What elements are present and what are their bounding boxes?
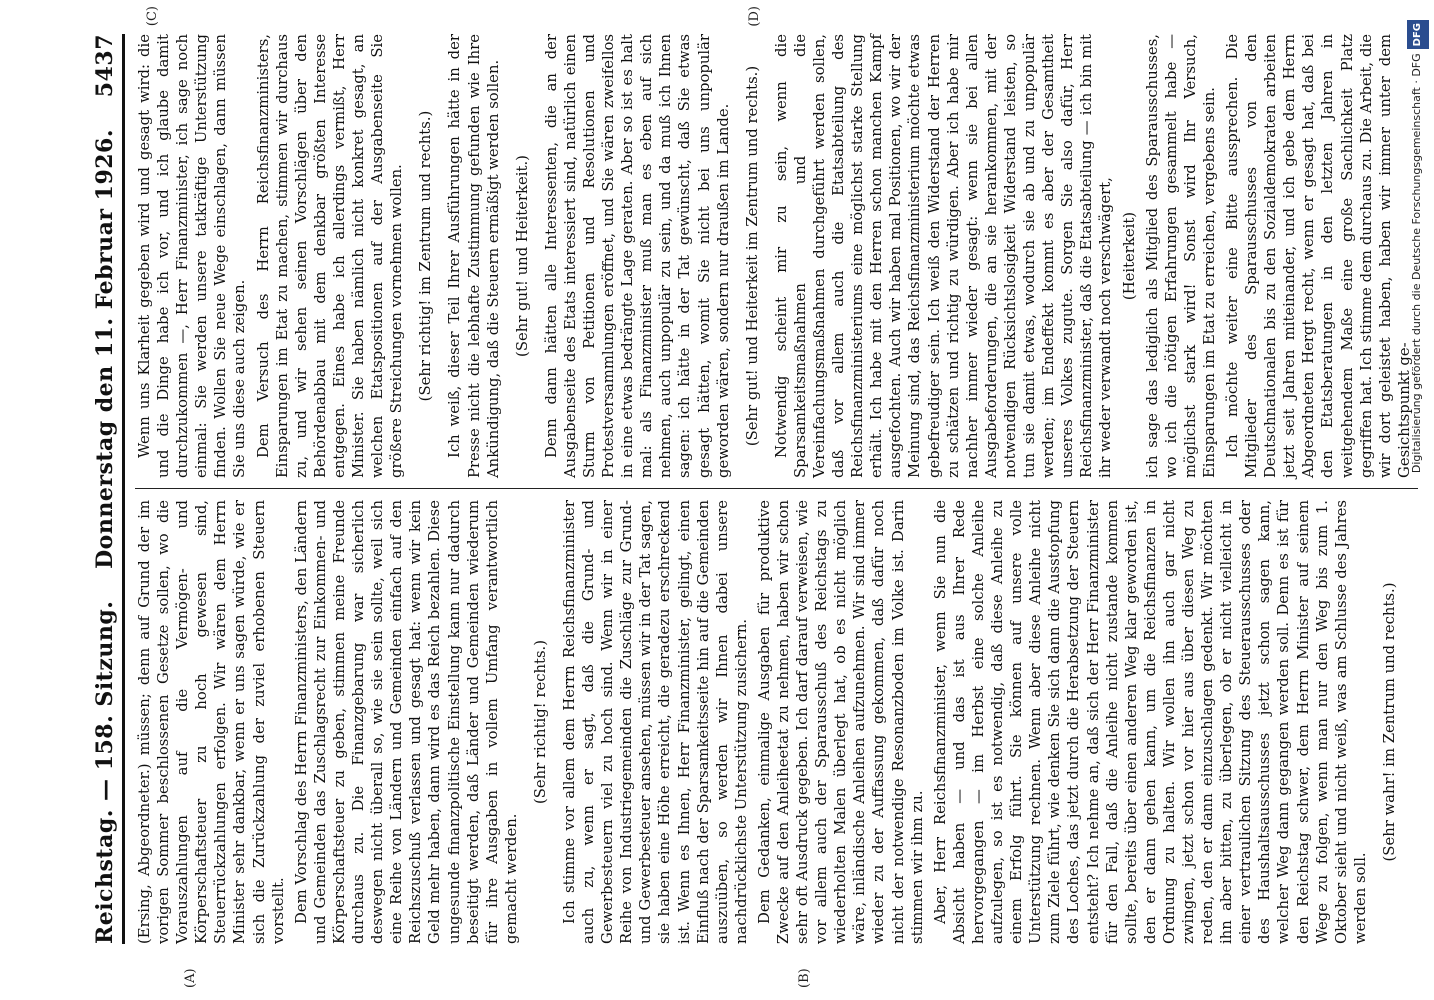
paragraph: ich sage das lediglich als Mitglied des Sparausschusses, wo ich die nötigen Erfahrungen gesammelt habe — möglichst stark wird! Sonst wird Ihr Versuch, Einsparungen im Etat zu erreichen, vergebens sein. — [1143, 34, 1218, 478]
left-column — [135, 500, 1418, 944]
paragraph: Dem Gedanken, einmalige Ausgaben für produktive Zwecke auf den Anleiheetat zu nehmen, haben wir schon sehr oft Ausdruck gegeben. Ich darf darauf verweisen, wie vor allem auch der Sparausschuß des Reichstags zu wiederholten Malen überlegt hat, ob es nicht möglich wäre, inländische Anleihen aufzunehmen. Wir sind immer wieder zu der Auffassung gekommen, daß dafür noch nicht der notwendige Resonanzboden im Volke ist. Darin stimmen wir ihm zu. — [755, 500, 926, 944]
margin-mark-b: (B) — [797, 968, 812, 988]
interjection: (Heiterkeit) — [1120, 211, 1138, 301]
interjection: (Sehr gut! und Heiterkeit im Zentrum und rechts.) — [743, 65, 761, 447]
margin-mark-a: (A) — [183, 968, 198, 988]
paragraph: Ich weiß, dieser Teil Ihrer Ausführungen hätte in der Presse nicht die lebhafte Zustimmung gefunden wie Ihre Ankündigung, daß die Steuern ermäßigt werden sollen. — [446, 34, 502, 478]
paragraph: Notwendig scheint mir zu sein, wenn die Sparsamkeitsmaßnahmen und die Vereinfachungsmaßnahmen durchgeführt werden sollen, daß vor allem auch die Etatsabteilung des Reichsfinanzministeriums eine möglichst starke Stellung erhält. Ich habe mit den Herren schon manchen Kampf ausgefochten. Auch wir haben mal Positionen, wo wir der Meinung sind, das Reichsfinanzministerium möchte etwas gebefreudiger sein. Ich weiß den Widerstand der Herren zu schätzen und richtig zu würdigen. Aber ich habe mir nachher immer wieder gesagt: wenn sie bei allen Ausgabeforderungen, die an sie herankommen, mit der notwendigen Rücksichtslosigkeit Widerstand leisten, so tun sie damit etwas, wodurch sie ab und zu unpopulär werden; im Endeffekt kommt es aber der Gesamtheit unseres Volkes zugute. Sorgen Sie also dafür, Herr Reichsfinanzminister, daß die Etatsabteilung — ich bin mit ihr weder verwandt noch verschwägert, — [772, 34, 1115, 478]
header-title: Reichstag. — 158. Sitzung. — [92, 600, 118, 944]
interjection: (Sehr gut! und Heiterkeit.) — [513, 155, 531, 357]
paragraph: Denn dann hätten alle Interessenten, die an der Ausgabenseite des Etats interessiert sind, natürlich einen Sturm von Petitionen und Resolutionen und Protestversammlungen eröffnet, und Sie wären zweifellos in eine etwas bedrängte Lage geraten. Aber so ist es halt mal: als Finanzminister muß man es eben auf sich nehmen, auch unpopulär zu sein, und da muß ich Ihnen sagen: ich hätte in der Tat gewünscht, daß Sie etwas gesagt hätten, womit Sie nicht bei uns unpopulär geworden wären, sondern nur draußen im Lande. — [542, 34, 732, 478]
paragraph: (Ersing, Abgeordneter.) müssen; denn auf Grund der im vorigen Sommer beschlossenen Gesetze sollen, wo die Vorauszahlungen auf die Vermögen- und Körperschaftsteuer zu hoch gewesen sind, Steuerrückzahlungen erfolgen. Wir wären dem Herrn Minister sehr dankbar, wenn er uns sagen würde, wie er sich die Zurückzahlung der zuviel erhobenen Steuern vorstellt. — [136, 500, 287, 944]
column-divider — [135, 488, 1418, 489]
paragraph: Wenn uns Klarheit gegeben wird und gesagt wird: die und die Dinge habe ich vor, und ich glaube damit durchzukommen —, Herr Finanzminister, ich sage noch einmal: Sie werden unsere tatkräftige Unterstützung finden. Wollen Sie neue Wege einschlagen, dann müssen Sie uns diese auch zeigen. — [136, 34, 249, 478]
header-date: Donnerstag den 11. Februar 1926. — [92, 128, 118, 569]
paragraph: Ich stimme vor allem dem Herrn Reichsfinanzminister auch zu, wenn er sagt, daß die Grund- und Gewerbesteuern viel zu hoch sind. Wenn wir in einer Reihe von Industriegemeinden die Zuschläge zur Grund- und Gewerbesteuer ansehen, müssen wir in der Tat sagen, sie haben eine Höhe erreicht, die geradezu erschreckend ist. Wenn es Ihnen, Herr Finanzminister, gelingt, einen Einfluß nach der Sparsamkeitsseite hin auf die Gemeinden auszuüben, so werden wir Ihnen dabei unsere nachdrücklichste Unterstützung zusichern. — [560, 500, 750, 944]
document-page — [70, 0, 1413, 1000]
paragraph: Aber, Herr Reichsfinanzminister, wenn Sie nun die Absicht haben — und das ist aus Ihrer Rede hervorgegangen — im Herbst eine solche Anleihe aufzulegen, so ist es notwendig, daß diese Anleihe zu einem Erfolg führt. Sie können auf unsere volle Unterstützung rechnen. Wenn aber diese Anleihe nicht zum Ziele führt, wie denken Sie sich dann die Ausstopfung des Loches, das jetzt durch die Herabsetzung der Steuern entsteht? Ich nehme an, daß sich der Herr Finanzminister für den Fall, daß die Anleihe nicht zustande kommen sollte, bereits über einen anderen Weg klar geworden ist, den er dann gehen kann, um die Reichsfinanzen in Ordnung zu halten. Wir wollen ihn auch gar nicht zwingen, jetzt schon vor hier aus über diesen Weg zu reden, den er dann einzuschlagen gedenkt. Wir möchten ihn aber bitten, zu überlegen, ob er nicht vielleicht in einer vertraulichen Sitzung des Steuerausschusses oder des Haushaltsausschusses jetzt schon sagen kann, welcher Weg dann gegangen werden soll. Denn es ist für den Reichstag schwer, dem Herrn Minister auf seinem Wege zu folgen, wenn man nur den Weg bis zum 1. Oktober sieht und nicht weiß, was am Schlusse des Jahres werden soll. — [931, 500, 1369, 944]
paragraph: Dem Versuch des Herrn Reichsfinanzministers, Einsparungen im Etat zu machen, stimmen wir durchaus zu, und wir sehen seinen Vorschlägen über den Behördenabbau mit dem denkbar größten Interesse entgegen. Eines habe ich allerdings vermißt, Herr Minister. Sie haben nämlich nicht konkret gesagt, an welchen Etatspositionen auf der Ausgabenseite Sie größere Streichungen vornehmen wollen. — [254, 34, 406, 478]
running-head — [92, 34, 125, 944]
digitization-credit — [1406, 0, 1430, 1000]
credit-text: Digitalisierung gefördert durch die Deutsche Forschungsgemeinschaft · DFG — [1410, 53, 1423, 474]
paragraph: Ich möchte weiter eine Bitte aussprechen. Die Mitglieder des Sparausschusses von den Deutschnationalen bis zu den Sozialdemokraten arbeiten jetzt seit Jahren miteinander, und ich gebe dem Herrn Abgeordneten Hergt recht, wenn er gesagt hat, daß bei den Etatsberatungen in den letzten Jahren in weitgehendem Maße eine große Sachlichkeit Platz gegriffen hat. Ich stimme dem durchaus zu. Die Arbeit, die wir dort geleistet haben, haben wir immer unter dem Gesichtspunkt ge- — [1223, 34, 1413, 478]
margin-mark-d: (D) — [747, 6, 762, 27]
page-number: 5437 — [92, 34, 118, 98]
dfg-logo: DFG — [1407, 20, 1429, 49]
interjection: (Sehr richtig! rechts.) — [531, 639, 549, 805]
interjection: (Sehr wahr! im Zentrum und rechts.) — [1380, 582, 1398, 862]
right-column — [135, 34, 1418, 478]
margin-mark-c: (C) — [145, 6, 160, 27]
interjection: (Sehr richtig! im Zentrum und rechts.) — [417, 110, 435, 402]
paragraph: Dem Vorschlag des Herrn Finanzministers, den Ländern und Gemeinden das Zuschlagsrecht zur Einkommen- und Körperschaftsteuer zu geben, stimmen meine Freunde durchaus zu. Die Finanzgebarung war sicherlich deswegen nicht überall so, wie sie sein sollte, weil sich eine Reihe von Ländern und Gemeinden einfach auf den Reichszuschuß verlassen und gesagt hat: wenn wir kein Geld mehr haben, dann wird es das Reich bezahlen. Diese ungesunde finanzpolitische Einstellung kann nur dadurch beseitigt werden, daß Länder und Gemeinden wiederum für ihre Ausgaben in vollem Umfang verantwortlich gemacht werden. — [292, 500, 520, 944]
